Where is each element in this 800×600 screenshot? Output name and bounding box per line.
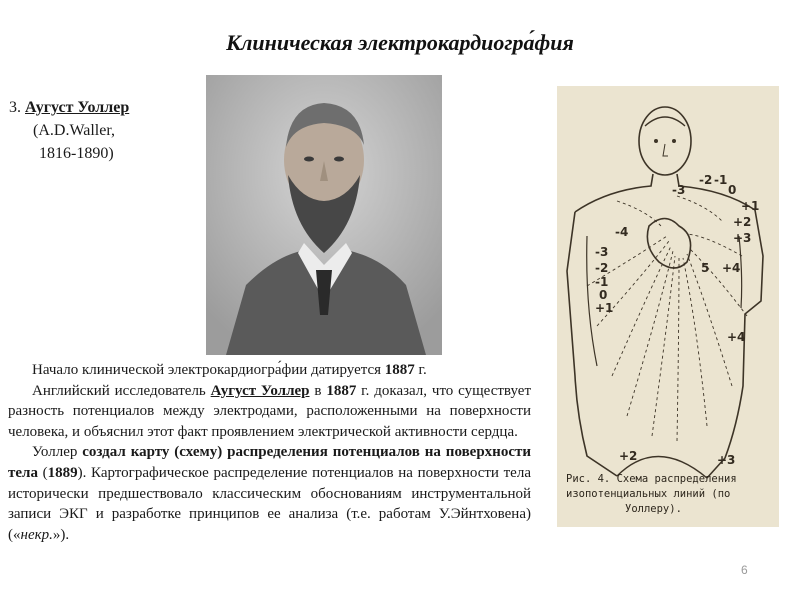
portrait-photo xyxy=(206,75,442,355)
diagram-label: -3 xyxy=(595,245,609,259)
figure-caption-line: Уоллеру). xyxy=(625,503,682,515)
diagram-label: +1 xyxy=(741,199,760,213)
paragraph-3: Уоллер создал карту (схему) распределения потенциалов на поверхности тела (1889). Картографическое распределение потенциалов на поверхности тела исторически предшествовало классическим обоснованиям инструментальной записи ЭКГ и разработке принципов ее анализа (т.е. работам У.Эйнтховена) («некр.»). xyxy=(8,444,531,543)
person-info xyxy=(9,96,129,165)
diagram-label: 5 xyxy=(701,261,710,275)
paragraph-1: Начало клинической электрокардиогра́фии датируется 1887 г. xyxy=(32,362,427,378)
diagram-label: +1 xyxy=(595,301,614,315)
diagram-label: -1 xyxy=(714,173,728,187)
diagram-label: -2 xyxy=(595,261,609,275)
diagram-label: +4 xyxy=(722,261,741,275)
diagram-label: +4 xyxy=(727,330,746,344)
figure-caption-line: изопотенциальных линий (по xyxy=(566,488,731,500)
list-number: 3. xyxy=(9,99,25,116)
page-number: 6 xyxy=(741,563,748,577)
potential-map-figure xyxy=(557,86,779,527)
diagram-label: +2 xyxy=(619,449,638,463)
body-text xyxy=(8,360,531,545)
diagram-label: -4 xyxy=(615,225,629,239)
person-latin-name: (A.D.Waller, xyxy=(33,122,116,139)
diagram-label: -1 xyxy=(595,275,609,289)
person-name: Аугуст Уоллер xyxy=(25,99,130,116)
figure-caption-line: Рис. 4. Схема распределения xyxy=(566,473,737,485)
diagram-label: 0 xyxy=(599,288,608,302)
paragraph-2: Английский исследователь Аугуст Уоллер в 1887 г. доказал, что существует разность потенциалов между электродами, расположенными на поверхности человека, и объяснил этот факт проявлением электрической активности сердца. xyxy=(8,382,532,440)
diagram-label: +2 xyxy=(733,215,752,229)
diagram-label: -2 xyxy=(699,173,713,187)
person-years: 1816-1890) xyxy=(39,145,114,162)
diagram-label: -3 xyxy=(672,183,686,197)
diagram-label: 0 xyxy=(728,183,737,197)
slide-title: Клиническая электрокардиогра́фия xyxy=(226,30,574,55)
diagram-label: +3 xyxy=(717,453,736,467)
diagram-label: +3 xyxy=(733,231,752,245)
